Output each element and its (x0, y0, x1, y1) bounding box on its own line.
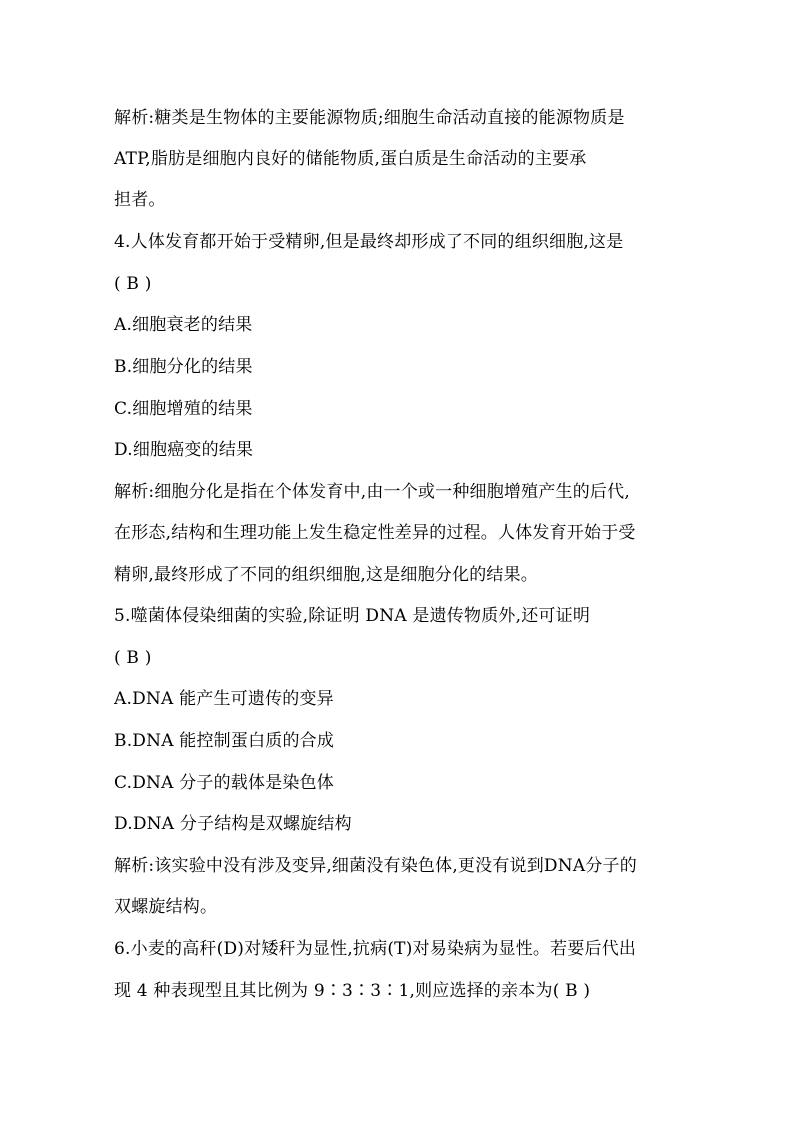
explanation-q4-line-3: 精卵,最终形成了不同的组织细胞,这是细胞分化的结果。 (114, 565, 539, 585)
question-5-option-a: A.DNA 能产生可遗传的变异 (114, 689, 334, 709)
question-4-option-a: A.细胞衰老的结果 (114, 315, 253, 335)
question-5-stem: 5.噬菌体侵染细菌的实验,除证明 DNA 是遗传物质外,还可证明 (114, 606, 591, 626)
question-4-stem: 4.人体发育都开始于受精卵,但是最终却形成了不同的组织细胞,这是 (114, 232, 624, 252)
question-6-stem-line-2: 现 4 种表现型且其比例为 9∶3∶3∶1,则应选择的亲本为( B ) (114, 981, 591, 1001)
question-4-option-b: B.细胞分化的结果 (114, 357, 253, 377)
question-6-stem-line-1: 6.小麦的高秆(D)对矮秆为显性,抗病(T)对易染病为显性。若要后代出 (114, 939, 637, 959)
question-5-option-c: C.DNA 分子的载体是染色体 (114, 773, 334, 793)
explanation-q5-line-1: 解析:该实验中没有涉及变异,细菌没有染色体,更没有说到DNA分子的 (114, 856, 637, 876)
explanation-q3-line-2: ATP,脂肪是细胞内良好的储能物质,蛋白质是生命活动的主要承 (114, 149, 587, 169)
question-4-answer: ( B ) (114, 274, 152, 294)
question-4-option-d: D.细胞癌变的结果 (114, 440, 254, 460)
explanation-q3-line-1: 解析:糖类是生物体的主要能源物质;细胞生命活动直接的能源物质是 (114, 108, 625, 128)
explanation-q3-line-3: 担者。 (114, 190, 166, 210)
question-5-answer: ( B ) (114, 648, 152, 668)
question-4-option-c: C.细胞增殖的结果 (114, 399, 253, 419)
explanation-q4-line-2: 在形态,结构和生理功能上发生稳定性差异的过程。人体发育开始于受 (114, 523, 636, 543)
question-5-option-b: B.DNA 能控制蛋白质的合成 (114, 731, 335, 751)
explanation-q4-line-1: 解析:细胞分化是指在个体发育中,由一个或一种细胞增殖产生的后代, (114, 482, 630, 502)
question-5-option-d: D.DNA 分子结构是双螺旋结构 (114, 814, 352, 834)
explanation-q5-line-2: 双螺旋结构。 (114, 897, 218, 917)
